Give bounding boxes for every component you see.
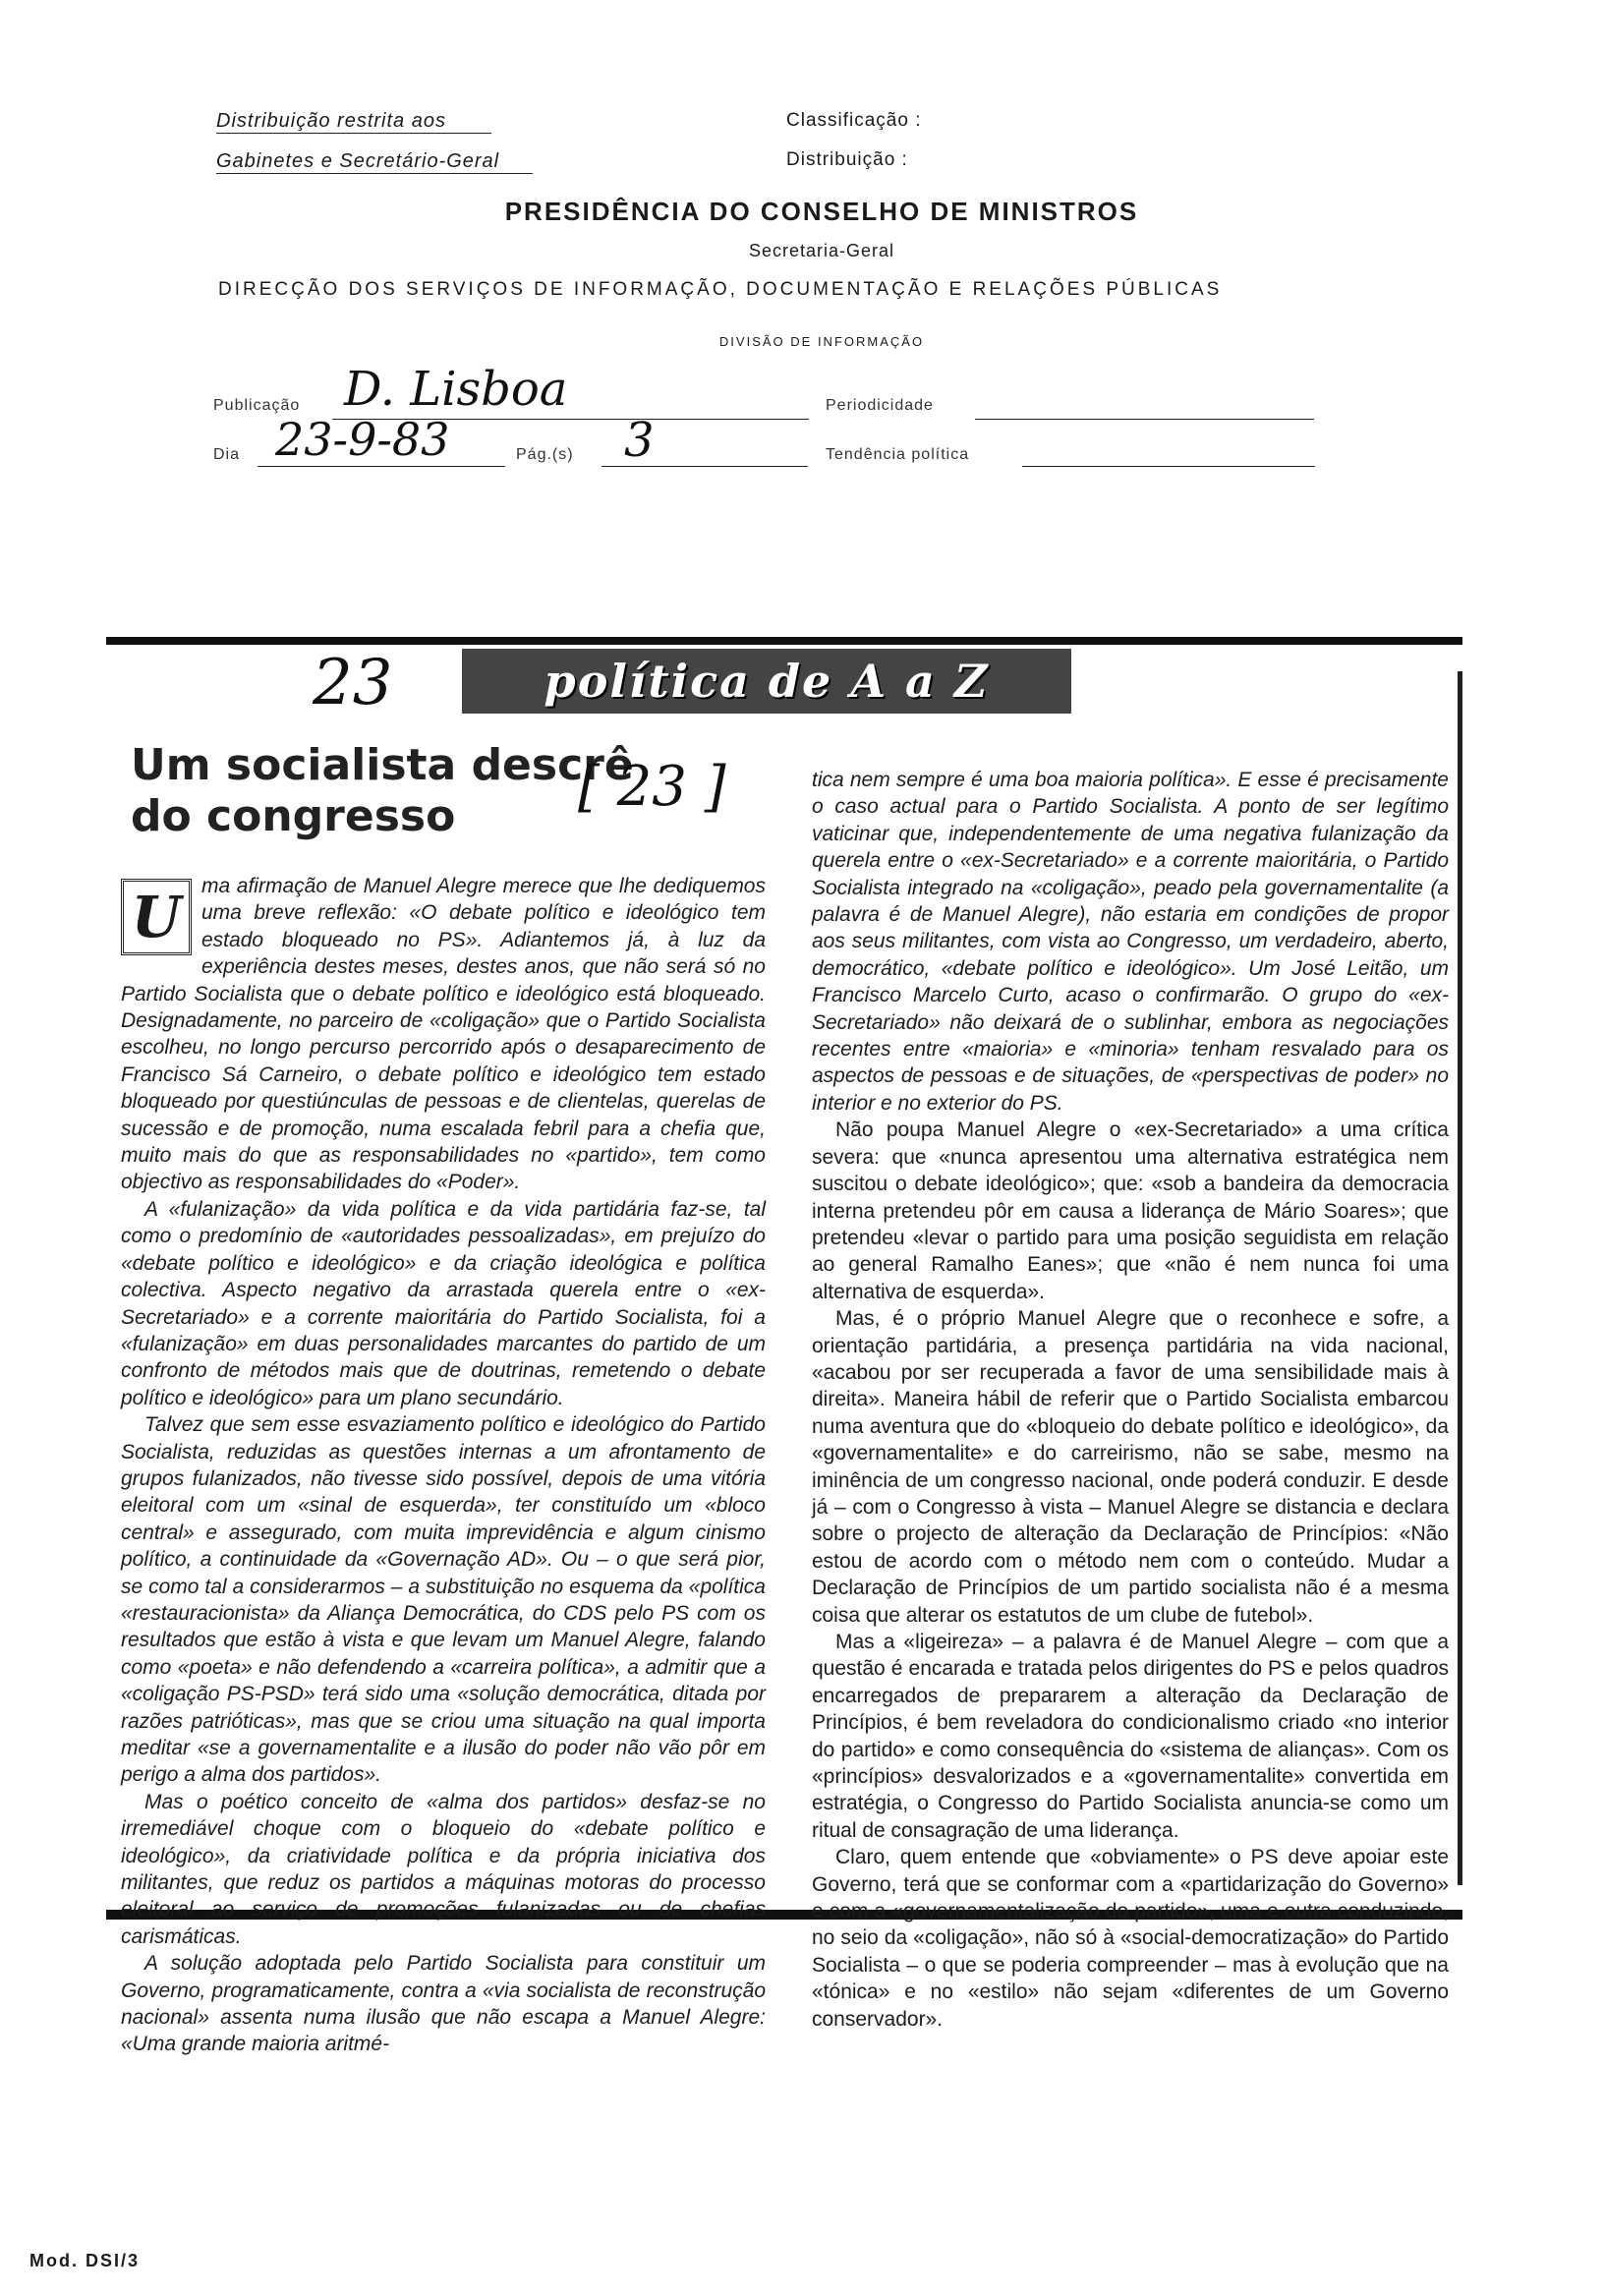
distribution-restriction-line1: Distribuição restrita aos (216, 110, 491, 134)
form-code: Mod. DSI/3 (29, 2251, 141, 2270)
divisao-label: DIVISÃO DE INFORMAÇÃO (718, 334, 925, 349)
col2-paragraph-5: Claro, quem entende que «obviamente» o PS deve apoiar este Governo, terá que se conformar com a «partidarização do Governo» e com a «governamentalização do partido», uma e outra conduzindo, no seio da «coligação», não só à «social-democratização» do Partido Socialista – o que se poderia compreender – mas à evolução que na «tónica» e no «estilo» não sejam «diferentes de um Governo conservador». (812, 1846, 1449, 2031)
distribution-label: Distribuição : (786, 149, 908, 170)
col2-paragraph-2: Não poupa Manuel Alegre o «ex-Secretariado» a uma crítica severa: que «nunca apresentou uma alternativa estratégica nem suscitou o debate ideológico»; que: «sob a bandeira da democracia interna pretendeu pôr em causa a liderança de Mário Soares»; que pretendeu «levar o partido para uma posição seguidista em relação ao general Ramalho Eanes»; que «não é nem nunca foi uma alternativa de esquerda». (812, 1119, 1449, 1303)
periodicidade-line (975, 413, 1314, 420)
col1-paragraph-3: Talvez que sem esse esvaziamento político e ideológico do Partido Socialista, reduzidas as questões internas a um afrontamento de grupos fulanizados, não tivesse sido possível, depois de uma vitória eleitoral com um «sinal de esquerda», ter constituído um «bloco central» e assegurado, com muita imprevidência e algum cinismo político, a continuidade da «Governação AD». Ou – o que será pior, se como tal a considerarmos – a substituição no esquema da «política «restauracionista» da Aliança Democrática, do CDS pelo PS com os resultados que estão à vista e que levam um Manuel Alegre, falando como «poeta» e não defendendo a «carreira política», a admitir que a «coligação PS-PSD» terá sido uma «solução democrática, ditada por razões patrióticas», mas que se criou uma situação na qual importa meditar «se a governamentalite e a ilusão do poder não vão pôr em perigo a alma dos partidos». (121, 1413, 766, 1787)
col1-paragraph-2: A «fulanização» da vida política e da vida partidária faz-se, tal como o predomínio de «autoridades pessoalizadas», em prejuízo do «debate político e ideológico» e da criação ideológica e política colectiva. Aspecto negativo da arrastada querela entre o «ex-Secretariado» e a corrente maioritária do Partido Socialista, foi a «fulanização» em duas personalidades marcantes do partido de um confronto de métodos mais que de doutrinas, remetendo o debate político e ideológico» para um plano secundário. (121, 1197, 766, 1409)
dia-label: Dia (213, 446, 241, 463)
secretaria-label: Secretaria-Geral (748, 241, 895, 260)
handwritten-number-side: [ 23 ] (578, 755, 726, 819)
section-banner: política de A a Z (462, 649, 1071, 714)
classification-label: Classificação : (786, 110, 922, 131)
article-headline: Um socialista descrê do congresso (131, 740, 634, 841)
org-title: PRESIDÊNCIA DO CONSELHO DE MINISTROS (504, 197, 1139, 226)
article-column-2 (812, 767, 1449, 2033)
periodicidade-label: Periodicidade (826, 397, 934, 414)
col1-paragraph-5: A solução adoptada pelo Partido Socialista para constituir um Governo, programaticamente, contra a «via socialista de reconstrução nacional» assenta numa ilusão que não escapa a Manuel Alegre: «Uma grande maioria aritmé- (121, 1952, 766, 2056)
handwritten-number-top: 23 (313, 647, 393, 719)
newspaper-clipping (106, 637, 1462, 2056)
pag-handwritten: 3 (624, 413, 655, 468)
direccao-label: DIRECÇÃO DOS SERVIÇOS DE INFORMAÇÃO, DOCUMENTAÇÃO E RELAÇÕES PÚBLICAS (218, 279, 1223, 300)
col2-paragraph-1: tica nem sempre é uma boa maioria política». E esse é precisamente o caso actual para o Partido Socialista. A ponto de ser legítimo vaticinar que, independentemente de uma negativa fulanização da querela entre o «ex-Secretariado» e a corrente maioritária, o Partido Socialista integrado na «coligação», peado pela governamentalite (a palavra é de Manuel Alegre), não estaria em condições de propor aos seus militantes, com vista ao Congresso, um verdadeiro, aberto, democrático, «debate político e ideológico». Um José Leitão, um Francisco Marcelo Curto, acaso o confirmarão. O grupo do «ex-Secretariado» não deixará de o sublinhar, embora as negociações recentes entre «maioria» e «minoria» tenham resvalado para os aspectos de pessoas e de situações, de «perspectivas de poder» no interior e no exterior do PS. (812, 769, 1449, 1115)
dropcap-letter: U (121, 879, 192, 955)
dia-handwritten: 23-9-83 (275, 413, 450, 466)
col1-paragraph-4: Mas o poético conceito de «alma dos partidos» desfaz-se no irremediável choque com o bloqueio do «debate político e ideológico», da criatividade política e da própria iniciativa dos militantes, que reduz os partidos a máquinas motoras do processo eleitoral ao serviço de promoções fulanizadas ou de chefias carismáticas. (121, 1790, 766, 1948)
distribution-restriction-line2: Gabinetes e Secretário-Geral (216, 150, 533, 174)
publicacao-handwritten: D. Lisboa (344, 362, 568, 417)
tendencia-line (1022, 460, 1315, 467)
clipping-top-border (106, 637, 1462, 645)
clipping-right-border (1458, 671, 1462, 1885)
publicacao-label: Publicação (213, 397, 301, 414)
col2-paragraph-4: Mas a «ligeireza» – a palavra é de Manuel Alegre – com que a questão é encarada e tratada pelos dirigentes do PS e pelos quadros encarregados de prepararem a alteração da Declaração de Princípios, é bem reveladora do condicionalismo criado «no interior do partido» e como consequência do «sistema de alianças». Com os «princípios» desvalorizados e a «governamentalite» convertida em estratégia, o Congresso do Partido Socialista anuncia-se como um ritual de consagração de uma liderança. (812, 1631, 1449, 1842)
tendencia-label: Tendência política (826, 446, 970, 463)
col1-p1-text: ma afirmação de Manuel Alegre merece que lhe dediquemos uma breve reflexão: «O debate político e ideológico tem estado bloqueado no PS». Adiantemos já, à luz da experiência destes meses, destes anos, que não será só no Partido Socialista que o debate político e ideológico está bloqueado. Designadamente, no parceiro de «coligação» que o Partido Socialista escolheu, no longo percurso percorrido após o desaparecimento de Francisco Sá Carneiro, o debate político e ideológico tem estado bloqueado por questiúnculas de pessoas e de clientelas, querelas de sucessão e de promoção, numa escalada febril para a chefia que, muito mais do que as responsabilidades no «partido», tem como objectivo as responsabilidades do «Poder». (121, 875, 766, 1194)
col1-paragraph-1 (121, 873, 766, 1196)
pag-label: Pág.(s) (516, 446, 574, 463)
col2-paragraph-3: Mas, é o próprio Manuel Alegre que o reconhece e sofre, a orientação partidária, a presença partidária na vida nacional, «acabou por ser recuperada a favor de uma sensibilidade mais à direita». Maneira hábil de referir que o Partido Socialista embarcou numa aventura que do «bloqueio do debate político e ideológico», da «governamentalite» e do carreirismo, não se sabe, mesmo na iminência de um congresso nacional, onde poderá conduzir. E desde já – com o Congresso à vista – Manuel Alegre se distancia e declara sobre o projecto de alteração da Declaração de Princípios: «Não estou de acordo com o método nem com o conteúdo. Mudar a Declaração de Princípios de um partido socialista não é a mesma coisa que alterar os estatutos de um clube de futebol». (812, 1307, 1449, 1627)
article-column-1 (121, 873, 766, 2058)
